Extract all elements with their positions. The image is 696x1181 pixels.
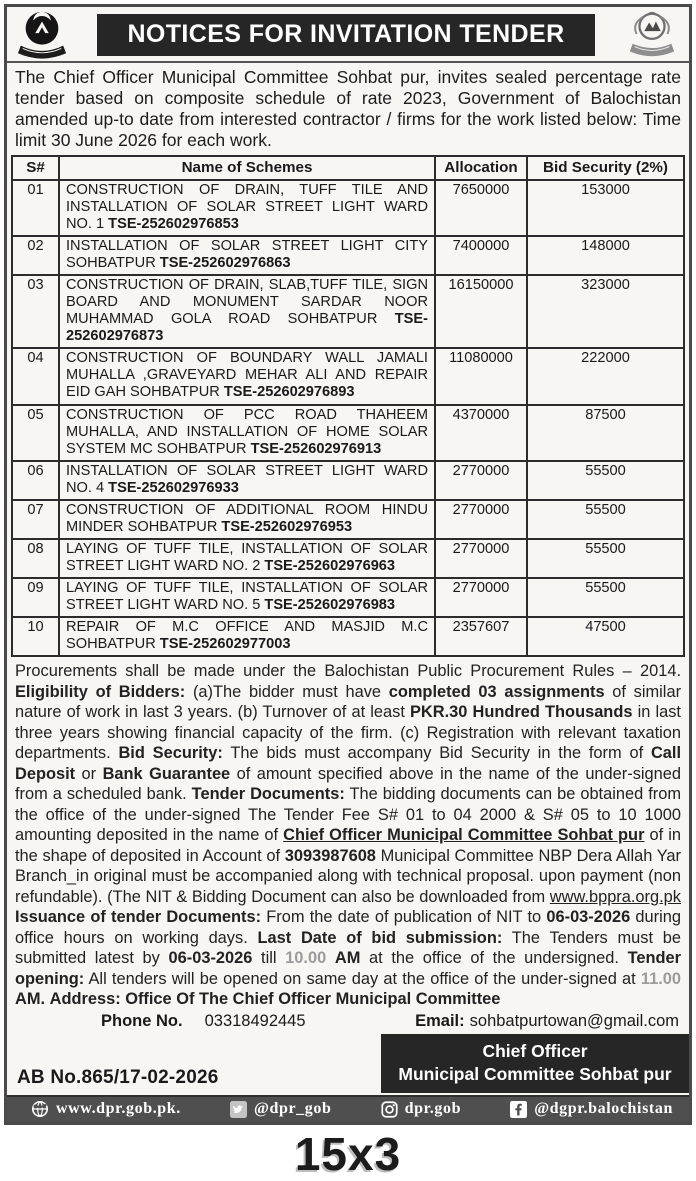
scheme-allocation: 16150000 xyxy=(435,275,527,348)
scheme-tse-code: TSE-252602976953 xyxy=(221,518,353,535)
table-row xyxy=(12,405,684,461)
scheme-name: CONSTRUCTION OF ADDITIONAL ROOM HINDU MINDER SOHBATPUR TSE-252602976953 xyxy=(59,500,435,539)
scheme-serial: 09 xyxy=(12,578,59,617)
social-handle: @dpr_gob xyxy=(254,1100,332,1118)
scheme-serial: 06 xyxy=(12,461,59,500)
scheme-serial: 02 xyxy=(12,236,59,275)
scheme-tse-code: TSE-252602976863 xyxy=(159,255,291,272)
column-header-3: Bid Security (2%) xyxy=(527,156,684,180)
scheme-allocation: 2770000 xyxy=(435,461,527,500)
scheme-bid-security: 55500 xyxy=(527,461,684,500)
scheme-serial: 08 xyxy=(12,539,59,578)
scheme-allocation: 7400000 xyxy=(435,236,527,275)
scheme-serial: 10 xyxy=(12,617,59,656)
scheme-tse-code: TSE-252602976983 xyxy=(264,597,396,614)
scheme-tse-code: TSE-252602976893 xyxy=(223,384,355,401)
table-row xyxy=(12,236,684,275)
intro-paragraph: The Chief Officer Municipal Committee Sohbat pur, invites sealed percentage rate tender based on composite schedule of rate 2023, Government of Balochistan amended up-to date from interested contractor / firms for the work listed below: Time limit 30 June 2026 for each work. xyxy=(15,67,681,150)
scheme-tse-code: TSE-252602976873 xyxy=(66,311,428,345)
scheme-serial: 03 xyxy=(12,275,59,348)
social-item-instagram xyxy=(381,1100,462,1118)
social-item-globe xyxy=(31,1100,181,1118)
phone-number: 03318492445 xyxy=(204,1011,306,1030)
table-row xyxy=(12,578,684,617)
table-row xyxy=(12,539,684,578)
scheme-allocation: 2770000 xyxy=(435,500,527,539)
signature-org: Municipal Committee Sohbat pur xyxy=(398,1064,672,1085)
scheme-bid-security: 47500 xyxy=(527,617,684,656)
signature-title: Chief Officer xyxy=(482,1040,588,1061)
scheme-bid-security: 55500 xyxy=(527,578,684,617)
scheme-name: CONSTRUCTION OF PCC ROAD THAHEEM MUHALLA, AND INSTALLATION OF HOME SOLAR SYSTEM MC SOHBATPUR TSE-252602976913 xyxy=(59,405,435,461)
scheme-bid-security: 55500 xyxy=(527,539,684,578)
terms-paragraph: Procurements shall be made under the Balochistan Public Procurement Rules – 2014. Eligibility of Bidders: (a)The bidder must have completed 03 assignments of similar nature of work in last 3 years. (b) Turnover of at least PKR.30 Hundred Thousands in last three years showing financial capacity of the firm. (c) Registration with relevant taxation departments. Bid Security: The bids must accompany Bid Security in the form of Call Deposit or Bank Guarantee of amount specified above in the name of the under-signed from a scheduled bank. Tender Documents: The bidding documents can be obtained from the office of the under-signed The Tender Fee S# 01 to 04 2000 & S# 05 to 10 1000 amounting deposited in the name of Chief Officer Municipal Committee Sohbat pur of in the shape of deposited in Account of 3093987608 Municipal Committee NBP Dera Allah Yar Branch_in original must be accompanied along with technical proposal. upon payment (non refundable). (The NIT & Bidding Document can also be downloaded from www.bppra.org.pk Issuance of tender Documents: From the date of publication of NIT to 06-03-2026 during office hours on working days. Last Date of bid submission: The Tenders must be submitted latest by 06-03-2026 till 10.00 AM at the office of the undersigned. Tender opening: All tenders will be opened on same day at the office of the under-signed at 11.00 AM. Address: Office Of The Chief Officer Municipal Committee xyxy=(15,662,682,1009)
email-label: Email: xyxy=(415,1011,465,1030)
instagram-icon xyxy=(381,1101,398,1118)
notice-header xyxy=(7,7,689,63)
signature-box xyxy=(381,1034,689,1093)
municipal-crest-left-icon xyxy=(13,9,71,61)
scheme-name: LAYING OF TUFF TILE, INSTALLATION OF SOLAR STREET LIGHT WARD NO. 2 TSE-252602976963 xyxy=(59,539,435,578)
scheme-bid-security: 323000 xyxy=(527,275,684,348)
social-handle: @dgpr.balochistan xyxy=(534,1100,673,1118)
scheme-bid-security: 148000 xyxy=(527,236,684,275)
scheme-serial: 01 xyxy=(12,180,59,236)
social-handle: www.dpr.gob.pk. xyxy=(56,1100,181,1118)
scheme-bid-security: 222000 xyxy=(527,348,684,404)
scheme-tse-code: TSE-252602976933 xyxy=(108,479,239,496)
schemes-table xyxy=(11,155,685,657)
ab-number: AB No.865/17-02-2026 xyxy=(17,1066,219,1088)
contact-row xyxy=(7,1012,689,1033)
globe-icon xyxy=(31,1100,49,1118)
column-header-0: S# xyxy=(12,156,59,180)
facebook-icon xyxy=(510,1101,527,1118)
twitter-icon xyxy=(230,1101,247,1118)
scheme-tse-code: TSE-252602976963 xyxy=(264,558,396,575)
scheme-name: INSTALLATION OF SOLAR STREET LIGHT CITY SOHBATPUR TSE-252602976863 xyxy=(59,236,435,275)
scheme-allocation: 7650000 xyxy=(435,180,527,236)
tender-notice-ad xyxy=(4,4,692,1125)
social-item-twitter xyxy=(230,1100,331,1118)
scheme-name: REPAIR OF M.C OFFICE AND MASJID M.C SOHBATPUR TSE-252602977003 xyxy=(59,617,435,656)
scheme-tse-code: TSE-252602976853 xyxy=(108,215,239,232)
municipal-crest-right-icon xyxy=(621,7,683,63)
size-caption: 15x3 xyxy=(294,1127,402,1180)
table-row xyxy=(12,275,684,348)
scheme-tse-code: TSE-252602976913 xyxy=(250,440,382,457)
scheme-name: CONSTRUCTION OF DRAIN, SLAB,TUFF TILE, SIGN BOARD AND MONUMENT SARDAR NOOR MUHAMMAD GOLA ROAD SOHBATPUR TSE-252602976873 xyxy=(59,275,435,348)
social-handle: dpr.gob xyxy=(404,1100,462,1118)
scheme-allocation: 2357607 xyxy=(435,617,527,656)
table-row xyxy=(12,617,684,656)
phone-label: Phone No. xyxy=(101,1011,183,1030)
table-row xyxy=(12,461,684,500)
scheme-allocation: 2770000 xyxy=(435,539,527,578)
scheme-tse-code: TSE-252602977003 xyxy=(159,636,291,653)
column-header-1: Name of Schemes xyxy=(59,156,435,180)
email-address: sohbatpurtowan@gmail.com xyxy=(469,1011,679,1030)
scheme-bid-security: 153000 xyxy=(527,180,684,236)
scheme-bid-security: 55500 xyxy=(527,500,684,539)
table-row xyxy=(12,180,684,236)
scheme-serial: 07 xyxy=(12,500,59,539)
scheme-allocation: 2770000 xyxy=(435,578,527,617)
table-header-row xyxy=(12,156,684,180)
table-row xyxy=(12,500,684,539)
scheme-serial: 04 xyxy=(12,348,59,404)
scheme-name: INSTALLATION OF SOLAR STREET LIGHT WARD NO. 4 TSE-252602976933 xyxy=(59,461,435,500)
scheme-bid-security: 87500 xyxy=(527,405,684,461)
column-header-2: Allocation xyxy=(435,156,527,180)
scheme-name: LAYING OF TUFF TILE, INSTALLATION OF SOLAR STREET LIGHT WARD NO. 5 TSE-252602976983 xyxy=(59,578,435,617)
page-title: NOTICES FOR INVITATION TENDER xyxy=(97,14,595,56)
bottom-row xyxy=(7,1033,689,1095)
scheme-name: CONSTRUCTION OF BOUNDARY WALL JAMALI MUHALLA ,GRAVEYARD MEHAR ALI AND REPAIR EID GAH SOHBATPUR TSE-252602976893 xyxy=(59,348,435,404)
scheme-allocation: 4370000 xyxy=(435,405,527,461)
scheme-name: CONSTRUCTION OF DRAIN, TUFF TILE AND INSTALLATION OF SOLAR STREET LIGHT WARD NO. 1 TSE-252602976853 xyxy=(59,180,435,236)
scheme-serial: 05 xyxy=(12,405,59,461)
scheme-allocation: 11080000 xyxy=(435,348,527,404)
social-bar xyxy=(7,1095,689,1122)
table-row xyxy=(12,348,684,404)
social-item-facebook xyxy=(510,1100,673,1118)
